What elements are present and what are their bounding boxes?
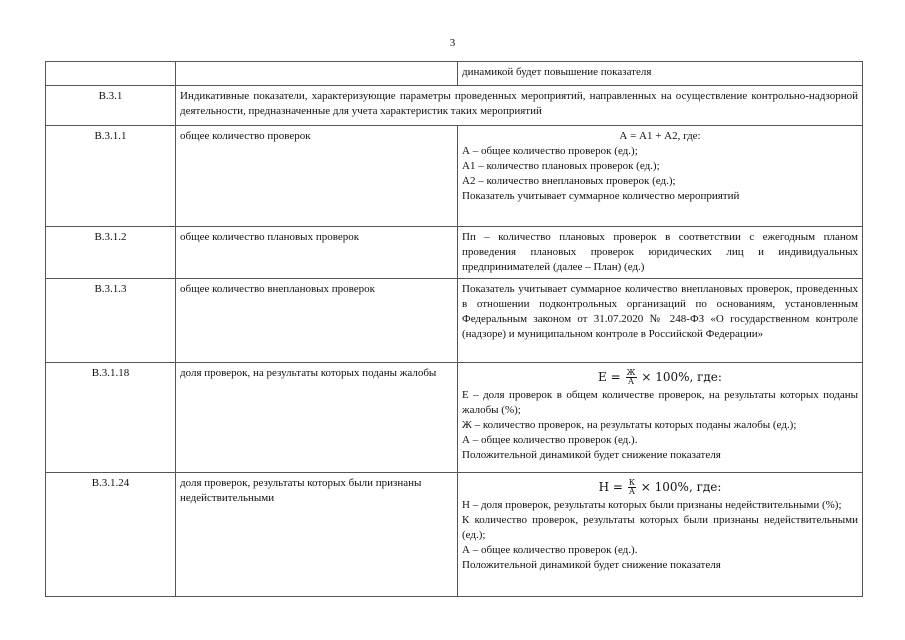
fraction-denominator: А (628, 487, 635, 496)
table-row (46, 363, 863, 473)
row-description (458, 126, 863, 227)
section-code: В.3.1 (46, 86, 176, 126)
fraction-denominator: А (627, 377, 635, 386)
table-row (46, 227, 863, 279)
formula (462, 366, 858, 388)
row-description: Пп – количество плановых проверок в соответствии с ежегодным планом проведения плановых проверок юридических лиц и индивидуальных предпринимателей (далее – План) (ед.) (458, 227, 863, 279)
fraction-numerator: К (628, 478, 635, 487)
formula-rhs: × 100%, где: (641, 370, 722, 384)
row-description (458, 363, 863, 473)
formula-legend-line: Ж – количество проверок, на результаты которых поданы жалобы (ед.); (462, 419, 797, 431)
name-cell (176, 62, 458, 86)
formula (462, 476, 858, 498)
table-row (46, 62, 863, 86)
formula-legend-line: Е – доля проверок в общем количестве проверок, на результаты которых поданы жалобы (%); (462, 389, 858, 416)
formula-legend-line: А2 – количество внеплановых проверок (ед.); (462, 175, 676, 187)
table-row (46, 126, 863, 227)
section-row (46, 86, 863, 126)
description-cell: динамикой будет повышение показателя (458, 62, 863, 86)
row-name: общее количество внеплановых проверок (176, 279, 458, 363)
table-row (46, 473, 863, 597)
formula: А = А1 + А2, где: (619, 130, 701, 142)
row-name: общее количество проверок (176, 126, 458, 227)
fraction-numerator: Ж (626, 368, 636, 377)
row-description (458, 473, 863, 597)
section-title: Индикативные показатели, характеризующие параметры проведенных мероприятий, направленных на осуществление контрольно-надзорной деятельности, предназначенные для учета характеристик таких мероприятий (176, 86, 863, 126)
code-cell (46, 62, 176, 86)
row-name: доля проверок, на результаты которых поданы жалобы (176, 363, 458, 473)
row-code: В.3.1.18 (46, 363, 176, 473)
formula-legend-line: К количество проверок, результаты которых были признаны недействительными (ед.); (462, 514, 858, 541)
formula-legend-line: Положительной динамикой будет снижение показателя (462, 449, 721, 461)
formula-legend-line: Показатель учитывает суммарное количество мероприятий (462, 190, 740, 202)
formula-legend-line: А1 – количество плановых проверок (ед.); (462, 160, 660, 172)
row-code: В.3.1.24 (46, 473, 176, 597)
page-number: 3 (449, 37, 456, 49)
row-code: В.3.1.3 (46, 279, 176, 363)
row-code: В.3.1.1 (46, 126, 176, 227)
formula-legend-line: А – общее количество проверок (ед.). (462, 544, 638, 556)
formula-legend-line: А – общее количество проверок (ед.). (462, 434, 638, 446)
formula-legend-line: Положительной динамикой будет снижение показателя (462, 559, 721, 571)
formula-lhs: Е = (598, 370, 621, 384)
formula-rhs: × 100%, где: (640, 480, 722, 494)
formula-lhs: Н = (598, 480, 623, 494)
indicators-table (45, 61, 863, 597)
formula-legend-line: А – общее количество проверок (ед.); (462, 145, 638, 157)
formula-fraction (628, 479, 636, 496)
formula-legend-line: Н – доля проверок, результаты которых были признаны недействительными (%); (462, 499, 842, 511)
row-name: доля проверок, результаты которых были признаны недействительными (176, 473, 458, 597)
table-row (46, 279, 863, 363)
row-description: Показатель учитывает суммарное количество внеплановых проверок, проведенных в отношении подконтрольных организаций по основаниям, установленным Федеральным законом от 31.07.2020 № 248-ФЗ «О государственном контроле (надзоре) и муниципальном контроле в Российской Федерации» (458, 279, 863, 363)
formula-fraction (626, 369, 637, 386)
row-code: В.3.1.2 (46, 227, 176, 279)
row-name: общее количество плановых проверок (176, 227, 458, 279)
